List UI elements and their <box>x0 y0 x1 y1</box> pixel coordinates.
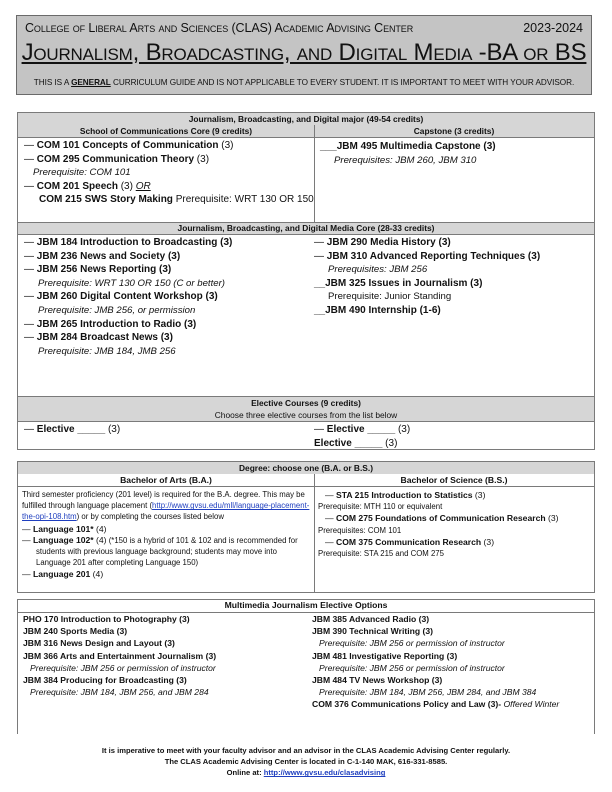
course-jbm-265[interactable] <box>24 318 312 332</box>
course-jbm-390[interactable]: JBM 390 Technical Writing (3) <box>312 626 433 637</box>
course-name: Language 201 <box>32 569 91 580</box>
or-label: OR <box>135 180 151 192</box>
note-suffix: CURRICULUM GUIDE AND IS NOT APPLICABLE TO EVERY STUDENT. IT IS IMPORTANT TO MEET WITH YOUR ADVISOR. <box>110 78 575 87</box>
checkbox-line[interactable]: — <box>314 237 324 248</box>
course-jbm-490[interactable] <box>314 304 592 318</box>
course-name: STA 215 Introduction to Statistics <box>335 490 473 500</box>
course-credits: (3) <box>382 437 398 449</box>
course-name: COM 275 Foundations of Communication Research <box>335 513 546 524</box>
elective-label: Elective <box>36 424 75 435</box>
course-jbm-495[interactable] <box>320 140 590 154</box>
course-com-275[interactable] <box>318 512 590 524</box>
page-header <box>16 15 592 95</box>
capstone-list <box>320 140 590 167</box>
prerequisite: Prerequisite: STA 215 and COM 275 <box>318 549 444 559</box>
academic-year: 2023-2024 <box>523 21 583 35</box>
course-credits: (4) <box>93 534 107 545</box>
core-right-list <box>314 236 592 318</box>
checkbox-line[interactable]: — <box>22 534 33 545</box>
course-jbm-384[interactable]: JBM 384 Producing for Broadcasting (3) <box>23 675 187 686</box>
checkbox-line[interactable]: — <box>24 237 34 248</box>
bs-column <box>318 489 590 559</box>
elective-slot-3[interactable] <box>314 437 410 451</box>
prerequisite: Prerequisite: JBM 256 or permission of instructor <box>319 638 505 649</box>
checkbox-line[interactable]: — <box>24 318 34 330</box>
checkbox-line[interactable]: — <box>325 490 336 500</box>
ba-intro-text: Third semester proficiency (201 level) is required for the B.A. degree. This may be fulfilled through language placement <box>22 490 305 511</box>
course-credits: (3) <box>105 424 121 435</box>
clas-advising-link[interactable]: http://www.gvsu.edu/clasadvising <box>263 768 386 778</box>
course-credits: (3) <box>218 140 234 151</box>
checkbox-line[interactable]: — <box>24 140 34 151</box>
elective-slot-2[interactable] <box>314 423 410 450</box>
course-name: JBM 260 Digital Content Workshop (3) <box>36 291 218 303</box>
course-credits: (4) <box>90 569 104 580</box>
course-note: (*150 is a hybrid of 101 & 102 and is recommended for students with previous language background; students may move into Language 201 after completing Language 150) <box>36 535 298 568</box>
course-name: JBM 490 Internship (1-6) <box>325 304 441 316</box>
course-jbm-325[interactable] <box>314 277 592 291</box>
prerequisite: Prerequisite: JBM 256 or permission of instructor <box>319 662 505 673</box>
footer-line-2: The CLAS Academic Advising Center is located in C-1-140 MAK, 616-331-8585. <box>164 757 448 767</box>
checkbox-line[interactable]: — <box>325 536 336 547</box>
major-title: Journalism, Broadcasting, and Digital major (49-54 credits) <box>18 113 594 126</box>
elective-label: Elective <box>326 424 365 435</box>
course-pho-170[interactable]: PHO 170 Introduction to Photography (3) <box>23 614 190 624</box>
checkbox-line[interactable]: — <box>24 180 34 192</box>
elective-slot-1[interactable] <box>24 423 120 437</box>
prerequisite: Prerequisite: JMB 184, JMB 256 <box>38 345 176 357</box>
course-jbm-236[interactable] <box>24 250 312 264</box>
course-jbm-260[interactable] <box>24 290 312 304</box>
prerequisite: Prerequisite: JBM 184, JBM 256, JBM 284, and JBM 384 <box>319 687 537 698</box>
course-credits: (4) <box>93 523 107 534</box>
elective-blank[interactable]: _____ <box>77 424 106 435</box>
checkbox-line[interactable]: __ <box>314 277 326 289</box>
course-com-295[interactable] <box>24 153 312 167</box>
core-title: Journalism, Broadcasting, and Digital Media Core (28-33 credits) <box>18 223 594 235</box>
checkbox-line[interactable]: — <box>325 513 336 524</box>
checkbox-line[interactable]: — <box>24 264 34 276</box>
offered-note: Offered Winter <box>501 699 560 710</box>
multimedia-right-list <box>312 613 592 711</box>
course-name: JBM 184 Introduction to Broadcasting (3) <box>36 237 233 248</box>
course-jbm-310[interactable] <box>314 250 592 264</box>
course-com-375[interactable] <box>318 536 590 548</box>
course-language-102[interactable] <box>22 535 310 569</box>
language-placement-link[interactable]: http://www.gvsu.edu/mll/language-placement-the-opi-108.htm <box>22 501 310 522</box>
prerequisite: Prerequisite: MTH 110 or equivalent <box>318 502 443 512</box>
checkbox-line[interactable]: __ <box>314 304 326 316</box>
prerequisite: Prerequisite: JBM 184, JBM 256, and JBM 284 <box>30 687 209 698</box>
note-emphasis: GENERAL <box>71 78 111 87</box>
course-credits: (3) <box>545 513 559 524</box>
electives-title: Elective Courses (9 credits) <box>251 398 361 408</box>
course-credits: (3) <box>472 490 486 500</box>
degree-section <box>17 461 595 593</box>
elective-blank[interactable]: _____ <box>367 424 396 435</box>
prerequisite: Prerequisites: JBM 256 <box>328 264 428 276</box>
prerequisite: Prerequisite: Junior Standing <box>328 291 452 303</box>
electives-header <box>18 397 594 422</box>
course-name: JBM 236 News and Society (3) <box>36 250 181 262</box>
elective-label: Elective <box>314 437 352 449</box>
course-language-101[interactable] <box>22 523 310 535</box>
checkbox-line[interactable]: — <box>24 424 37 435</box>
course-jbm-366[interactable]: JBM 366 Arts and Entertainment Journalism (3) <box>23 650 217 661</box>
course-com-215[interactable] <box>24 193 312 207</box>
course-com-101[interactable] <box>24 139 312 153</box>
comm-core-title: School of Communications Core (9 credits) <box>18 125 314 138</box>
course-name: JBM 265 Introduction to Radio (3) <box>36 318 197 330</box>
core-left-list <box>24 236 312 358</box>
checkbox-line[interactable]: — <box>24 153 34 165</box>
prerequisite: Prerequisites: COM 101 <box>318 525 402 535</box>
course-jbm-385[interactable]: JBM 385 Advanced Radio (3) <box>312 614 430 624</box>
ba-intro: Third semester proficiency (201 level) is required for the B.A. degree. This may be fulfilled through language placement (http://www.gvsu.edu/mll/language-placement-the-opi-108.htm) or by completing the courses listed below <box>22 490 310 522</box>
degree-title: Degree: choose one (B.A. or B.S.) <box>18 462 594 475</box>
course-name: COM 376 Communications Policy and Law (3)- <box>312 699 502 710</box>
footer-line-1: It is imperative to meet with your faculty advisor and an advisor in the CLAS Academic Advising Center regularly. <box>101 746 511 755</box>
course-name: COM 295 Communication Theory <box>36 153 195 165</box>
course-jbm-290[interactable] <box>314 236 592 250</box>
checkbox-line[interactable]: — <box>314 424 327 435</box>
course-name: COM 101 Concepts of Communication <box>36 140 219 151</box>
course-language-201[interactable] <box>22 568 310 580</box>
divider <box>314 474 315 592</box>
prerequisite: Prerequisite: JBM 256 or permission of instructor <box>30 662 216 673</box>
prerequisite: Prerequisite: COM 101 <box>33 167 131 179</box>
checkbox-line[interactable]: — <box>24 250 34 262</box>
course-credits: (3) <box>395 424 411 435</box>
course-name: COM 375 Communication Research <box>335 536 482 547</box>
ba-title: Bachelor of Arts (B.A.) <box>18 474 314 487</box>
checkbox-line[interactable]: — <box>22 569 33 580</box>
multimedia-left-list <box>23 613 313 698</box>
divider <box>314 125 315 222</box>
course-name: JBM 256 News Reporting (3) <box>36 264 172 276</box>
prerequisite: Prerequisites: JBM 260, JBM 310 <box>334 154 477 166</box>
page-footer <box>0 745 612 779</box>
course-jbm-316[interactable]: JBM 316 News Design and Layout (3) <box>23 638 175 649</box>
course-name: Language 101* <box>32 523 94 534</box>
bs-title: Bachelor of Science (B.S.) <box>314 474 594 487</box>
checkbox-line[interactable]: — <box>314 250 324 262</box>
course-sta-215[interactable] <box>318 489 590 501</box>
course-name: JBM 310 Advanced Reporting Techniques (3) <box>326 250 541 262</box>
course-jbm-240[interactable]: JBM 240 Sports Media (3) <box>23 626 128 637</box>
footer-line-3 <box>0 767 612 778</box>
college-name: College of Liberal Arts and Sciences (CLAS) Academic Advising Center <box>25 21 414 35</box>
capstone-title: Capstone (3 credits) <box>314 125 594 138</box>
course-jbm-184[interactable] <box>24 236 312 250</box>
checkbox-line[interactable]: — <box>24 332 34 344</box>
checkbox-line[interactable]: ___ <box>320 141 337 152</box>
course-name: COM 215 SWS Story Making <box>39 194 173 206</box>
page-title: Journalism, Broadcasting, and Digital Media -BA or BS <box>21 39 587 66</box>
course-name: JBM 325 Issues in Journalism (3) <box>325 277 483 289</box>
course-name: JBM 495 Multimedia Capstone (3) <box>336 141 496 152</box>
course-com-376[interactable] <box>312 698 592 710</box>
course-name: COM 201 Speech <box>36 180 118 192</box>
elective-blank[interactable]: _____ <box>354 437 383 449</box>
online-label: Online at: <box>226 768 264 778</box>
checkbox-line[interactable]: — <box>24 291 34 303</box>
prerequisite: Prerequisite: JMB 256, or permission <box>38 304 196 316</box>
ba-intro-text-2: or by completing the courses listed below <box>79 512 224 522</box>
course-credits: (3) <box>194 153 210 165</box>
course-name: Language 102* <box>32 534 94 545</box>
multimedia-title: Multimedia Journalism Elective Options <box>18 600 594 613</box>
checkbox-line[interactable]: — <box>22 523 33 534</box>
prerequisite: Prerequisite: WRT 130 OR 150 (C or better) <box>38 277 225 289</box>
prereq-label: Prerequisite: <box>172 194 235 206</box>
course-com-201[interactable] <box>24 180 312 194</box>
major-section <box>17 112 595 450</box>
electives-subtitle: Choose three elective courses from the list below <box>214 409 398 420</box>
course-jbm-256[interactable] <box>24 263 312 277</box>
prerequisite: WRT 130 OR 150 <box>234 194 314 206</box>
course-credits: (3) <box>117 180 136 192</box>
course-jbm-484[interactable]: JBM 484 TV News Workshop (3) <box>312 675 443 686</box>
multimedia-section <box>17 599 595 734</box>
disclaimer-note <box>17 78 591 87</box>
course-name: JBM 284 Broadcast News (3) <box>36 332 173 344</box>
note-prefix: THIS IS A <box>33 78 72 87</box>
ba-column <box>22 489 310 581</box>
course-credits: (3) <box>481 536 495 547</box>
course-jbm-481[interactable]: JBM 481 Investigative Reporting (3) <box>312 650 458 661</box>
course-name: JBM 290 Media History (3) <box>326 237 451 248</box>
comm-core-list <box>24 139 312 207</box>
course-jbm-284[interactable] <box>24 331 312 345</box>
